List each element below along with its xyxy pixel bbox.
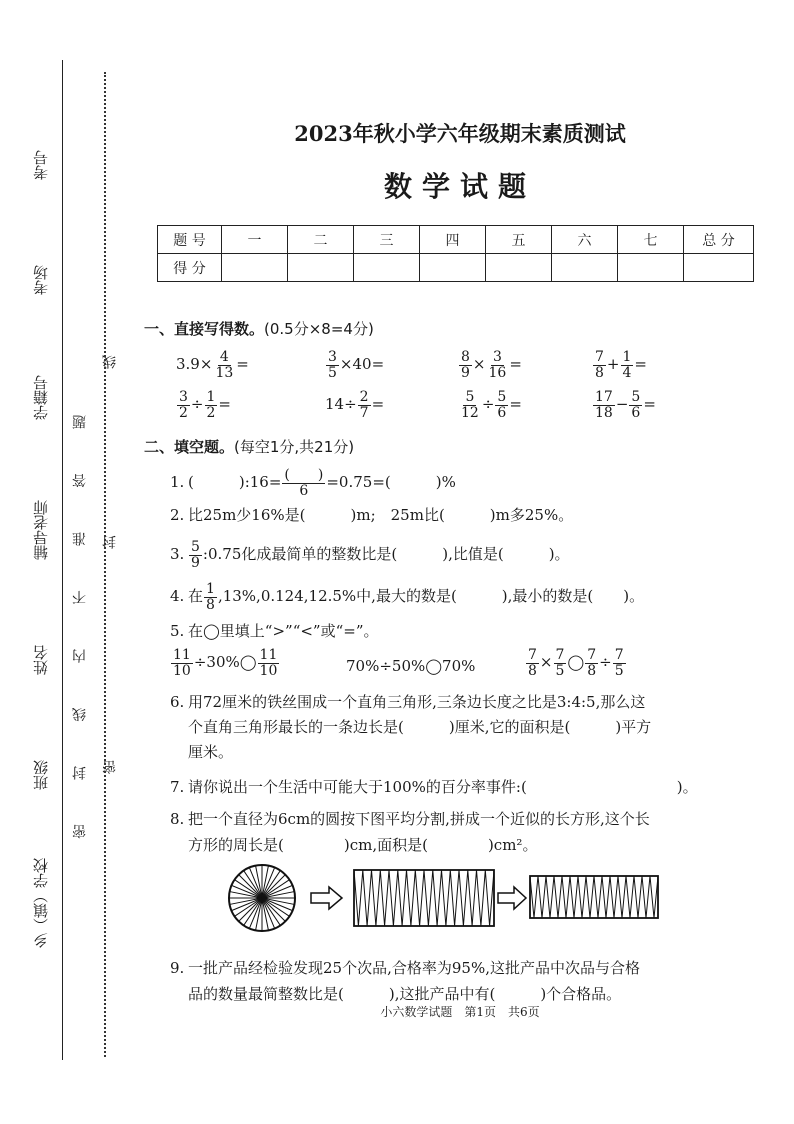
calc-item-4 [592, 350, 647, 380]
calc-text: − [615, 395, 629, 414]
denominator: 16 [488, 364, 507, 381]
score-input-cell[interactable] [552, 254, 618, 282]
denominator: 8 [587, 662, 597, 679]
calc-item-3 [458, 350, 522, 380]
question-number: 9. [170, 959, 185, 977]
fraction [593, 350, 606, 380]
score-input-cell[interactable] [684, 254, 754, 282]
numerator-blank[interactable]: ( ) [284, 467, 324, 483]
question-number: 1. [170, 473, 185, 492]
circle-to-rectangle-figure [226, 862, 666, 934]
score-input-cell[interactable] [618, 254, 684, 282]
calc-text: = [643, 395, 656, 414]
denominator: 4 [622, 364, 632, 381]
fraction [593, 390, 615, 420]
student-id-label: 学籍号 [32, 375, 50, 420]
exam-room-label: 考场 [32, 265, 50, 295]
fraction [204, 582, 217, 612]
score-cell: 得 分 [158, 254, 222, 282]
question-4 [170, 582, 644, 612]
denominator: 8 [528, 662, 537, 679]
question-number: 7. [170, 778, 185, 796]
calc-item-6 [325, 390, 384, 420]
question-2 [170, 504, 573, 526]
score-cell: 三 [354, 226, 420, 254]
numerator: 3 [492, 349, 502, 365]
arrow-icon [498, 887, 526, 909]
denominator: 8 [595, 364, 604, 381]
question-text[interactable]: ( ):16= [188, 473, 282, 492]
score-cell: 总 分 [684, 226, 754, 254]
numerator: 7 [555, 647, 565, 663]
question-8 [170, 806, 650, 858]
calc-item-2 [325, 350, 384, 380]
numerator: 5 [631, 389, 641, 405]
calc-text: ×40= [339, 355, 385, 374]
arrow-icon [311, 887, 342, 909]
calc-text: = [509, 395, 522, 414]
calc-text: ÷ [481, 395, 495, 414]
seal-xian: 线 [102, 355, 118, 369]
binding-margin [0, 0, 130, 1124]
denominator: 18 [595, 404, 613, 421]
question-text[interactable]: 比25m少16%是( )m; 25m比( )m多25%。 [188, 506, 574, 524]
denominator: 2 [179, 404, 188, 421]
calc-item-8 [592, 390, 656, 420]
binding-line [62, 60, 63, 1060]
seal-mi: 密 [102, 760, 118, 774]
score-table-header-row [158, 226, 754, 254]
calc-text: = [509, 355, 522, 374]
score-input-cell[interactable] [486, 254, 552, 282]
numerator: 5 [497, 389, 507, 405]
fraction [177, 390, 190, 420]
question-text: 在◯里填上“>”“<”或“=”。 [188, 622, 379, 640]
score-cell: 题 号 [158, 226, 222, 254]
question-5-compare-1[interactable] [170, 648, 280, 678]
numerator: 5 [191, 539, 200, 555]
question-number: 4. [170, 587, 185, 606]
question-text[interactable]: 品的数量最简整数比是( ),这批产品中有( )个合格品。 [188, 985, 622, 1003]
compare-text: ÷30%◯ [193, 653, 257, 672]
denominator: 8 [206, 596, 215, 613]
question-number: 2. [170, 506, 185, 524]
calc-text: = [236, 355, 249, 374]
seal-feng: 封 [102, 535, 118, 549]
question-text[interactable]: 个直角三角形最长的一条边长是( )厘米,它的面积是( )平方 [188, 718, 652, 736]
zigzag-rectangle-narrow [530, 876, 658, 918]
compare-text: ◯ [567, 653, 585, 672]
calc-text: + [606, 355, 620, 374]
question-text: 用72厘米的铁丝围成一个直角三角形,三条边长度之比是3:4:5,那么这 [188, 693, 646, 711]
question-7 [170, 776, 698, 798]
calc-text: = [218, 395, 231, 414]
denominator: 7 [359, 404, 369, 421]
score-cell: 六 [552, 226, 618, 254]
numerator: 8 [461, 349, 470, 365]
denominator: 9 [461, 364, 470, 381]
fraction [487, 350, 509, 380]
question-text: 在 [188, 587, 204, 606]
calc-text: = [634, 355, 647, 374]
seal-warning: 密 封 线 内 不 准 答 题 [72, 395, 88, 839]
fraction [205, 390, 218, 420]
fraction [613, 648, 626, 678]
numerator: 2 [359, 389, 369, 405]
question-text[interactable]: :0.75化成最简单的整数比是( ),比值是( )。 [202, 545, 570, 564]
question-5 [170, 620, 379, 642]
question-3 [170, 540, 570, 570]
denominator: 10 [259, 662, 278, 679]
fraction [189, 540, 202, 570]
fraction [258, 648, 280, 678]
denominator: 12 [461, 404, 479, 421]
denominator: 6 [299, 482, 309, 499]
numerator: 1 [622, 349, 632, 365]
name-label: 姓名 [32, 645, 50, 675]
numerator: 7 [595, 349, 604, 365]
denominator: 5 [555, 662, 565, 679]
numerator: 1 [206, 389, 216, 405]
numerator: 11 [259, 647, 278, 663]
question-number: 6. [170, 693, 185, 711]
calc-text: 14÷ [325, 395, 357, 414]
calc-item-7 [458, 390, 522, 420]
fraction [554, 648, 567, 678]
score-input-cell[interactable] [288, 254, 354, 282]
score-table [157, 225, 754, 282]
question-text: 厘米。 [188, 743, 234, 761]
numerator: 11 [173, 647, 191, 663]
question-1 [170, 468, 456, 498]
denominator: 6 [631, 404, 641, 421]
numerator: 7 [528, 647, 537, 663]
question-9 [170, 955, 640, 1007]
denominator: 13 [215, 364, 234, 381]
score-cell: 七 [618, 226, 684, 254]
score-cell: 四 [420, 226, 486, 254]
question-text[interactable]: 请你说出一个生活中可能大于100%的百分率事件:( )。 [188, 778, 698, 796]
calc-item-1 [176, 350, 249, 380]
class-label: 班级 [32, 760, 50, 790]
divided-circle [229, 865, 295, 931]
score-input-cell[interactable] [222, 254, 288, 282]
score-cell: 二 [288, 226, 354, 254]
question-number: 3. [170, 545, 185, 564]
page-footer: 小六数学试题 第1页 共6页 [380, 1005, 540, 1019]
denominator: 2 [206, 404, 216, 421]
dotted-cut-line [104, 72, 106, 1057]
section-2-heading [144, 436, 354, 457]
fraction [326, 350, 339, 380]
question-text: 把一个直径为6cm的圆按下图平均分割,拼成一个近似的长方形,这个长 [188, 810, 650, 828]
denominator: 9 [191, 554, 200, 571]
fraction [459, 390, 481, 420]
section-1-points: (0.5分×8=4分) [264, 320, 374, 338]
calc-item-5 [176, 390, 231, 420]
question-6 [170, 690, 651, 765]
score-table-score-row [158, 254, 754, 282]
fraction [629, 390, 642, 420]
tutor-label: 辅导老师 [32, 500, 50, 560]
numerator: 7 [614, 647, 624, 663]
fraction [171, 648, 193, 678]
calc-text: × [472, 355, 486, 374]
numerator: 7 [587, 647, 597, 663]
section-2-points: (每空1分,共21分) [234, 438, 355, 456]
score-input-cell[interactable] [354, 254, 420, 282]
question-5-compare-3[interactable] [525, 648, 627, 678]
question-number: 8. [170, 810, 185, 828]
denominator: 5 [614, 662, 624, 679]
question-5-compare-2[interactable] [346, 655, 475, 677]
exam-no-label: 考号 [32, 150, 50, 180]
question-text: 一批产品经检验发现25个次品,合格率为95%,这批产品中次品与合格 [188, 959, 640, 977]
fraction [621, 350, 634, 380]
exam-subject: 数学试题 [383, 170, 536, 203]
compare-text: × [539, 653, 553, 672]
school-label: 乡（镇）学校 [32, 858, 50, 948]
fraction [213, 350, 235, 380]
fraction [495, 390, 508, 420]
score-cell: 一 [222, 226, 288, 254]
question-text[interactable]: =0.75=( )% [326, 473, 456, 492]
denominator: 5 [328, 364, 337, 381]
fraction [526, 648, 539, 678]
section-1-heading [144, 318, 374, 339]
score-cell: 五 [486, 226, 552, 254]
zigzag-rectangle-wide [354, 870, 494, 926]
numerator: 4 [219, 349, 229, 365]
calc-text: 3.9× [176, 355, 213, 374]
fraction [585, 648, 598, 678]
question-text[interactable]: ,13%,0.124,12.5%中,最大的数是( ),最小的数是( )。 [217, 587, 645, 606]
fraction [358, 390, 371, 420]
numerator: 1 [206, 581, 215, 597]
numerator: 3 [179, 389, 188, 405]
question-text[interactable]: 方形的周长是( )cm,面积是( )cm²。 [188, 836, 538, 854]
denominator: 10 [173, 662, 191, 679]
question-number: 5. [170, 622, 185, 640]
exam-title: 2023年秋小学六年级期末素质测试 [294, 121, 626, 146]
section-2-title: 二、填空题。 [144, 438, 235, 456]
score-input-cell[interactable] [420, 254, 486, 282]
section-1-title: 一、直接写得数。 [144, 320, 265, 338]
compare-text: 70%÷50%◯70% [346, 657, 476, 675]
numerator: 5 [465, 389, 475, 405]
calc-text: = [371, 395, 385, 414]
numerator: 3 [328, 349, 337, 365]
calc-text: ÷ [190, 395, 204, 414]
fraction [459, 350, 472, 380]
numerator: 17 [595, 389, 613, 405]
compare-text: ÷ [599, 653, 612, 672]
denominator: 6 [497, 404, 507, 421]
fraction [282, 468, 325, 498]
